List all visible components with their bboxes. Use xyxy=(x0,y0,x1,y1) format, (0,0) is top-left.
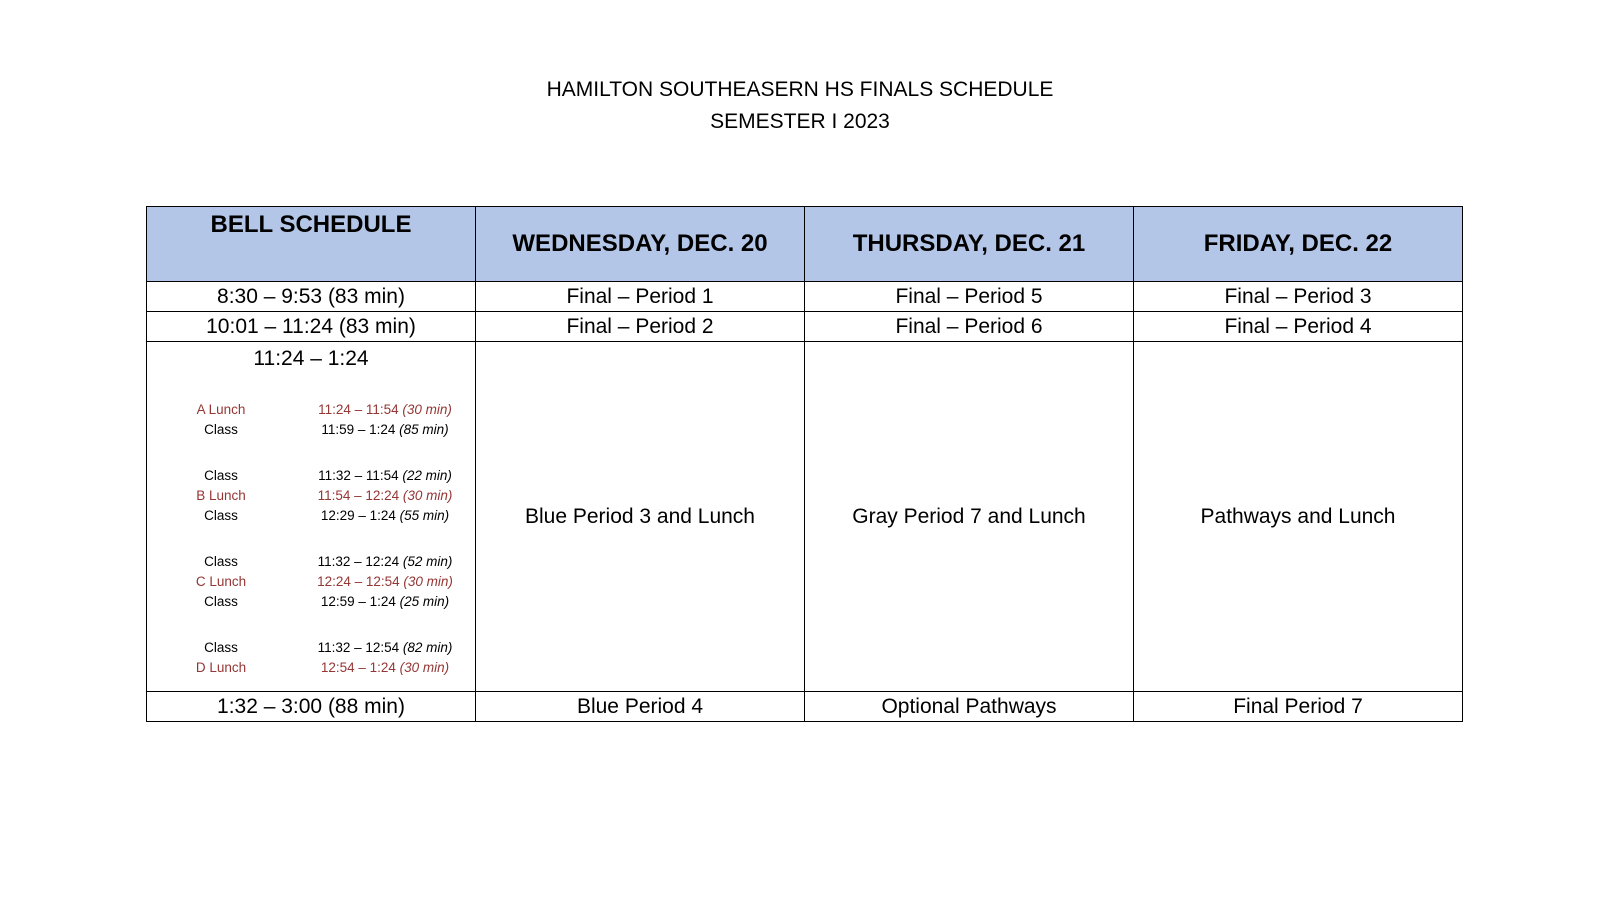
period-time xyxy=(295,466,475,486)
period-time-range: 12:59 – 1:24 xyxy=(320,594,396,609)
period-time-range: 12:24 – 12:54 xyxy=(317,574,400,589)
class-period-line xyxy=(147,552,475,572)
period-time xyxy=(295,486,475,506)
header-row xyxy=(147,207,1463,282)
class-period-line xyxy=(147,420,475,440)
period-time-range: 11:32 – 12:24 xyxy=(317,554,400,569)
thursday-cell: Gray Period 7 and Lunch xyxy=(805,342,1134,692)
period-label: Class xyxy=(204,640,238,655)
lunch-group xyxy=(147,466,475,526)
period-label: D Lunch xyxy=(195,660,247,675)
period-label: A Lunch xyxy=(196,402,246,417)
wednesday-cell: Blue Period 3 and Lunch xyxy=(476,342,805,692)
period-label: Class xyxy=(204,554,238,569)
class-period-line xyxy=(147,466,475,486)
bell-time-cell: 8:30 – 9:53 (83 min) xyxy=(147,282,476,312)
friday-cell: Pathways and Lunch xyxy=(1134,342,1463,692)
lunch-group xyxy=(147,638,475,678)
period-label: C Lunch xyxy=(195,574,247,589)
period-time xyxy=(295,658,475,678)
bell-time-cell: 10:01 – 11:24 (83 min) xyxy=(147,312,476,342)
period-time-range: 11:59 – 1:24 xyxy=(321,422,396,437)
title-line-2: SEMESTER I 2023 xyxy=(710,110,890,133)
period-time xyxy=(295,638,475,658)
title-line-1: HAMILTON SOUTHEASERN HS FINALS SCHEDULE xyxy=(546,78,1054,101)
column-header-bell-schedule: BELL SCHEDULE xyxy=(147,207,476,282)
lunch-block-row xyxy=(147,342,1463,692)
lunch-period-line xyxy=(147,572,475,592)
friday-cell: Final – Period 4 xyxy=(1134,312,1463,342)
friday-cell: Final Period 7 xyxy=(1134,692,1463,722)
period-label: Class xyxy=(204,508,238,523)
table-row xyxy=(147,312,1463,342)
wednesday-cell: Final – Period 1 xyxy=(476,282,805,312)
lunch-group xyxy=(147,552,475,612)
lunch-groups xyxy=(147,400,475,678)
finals-schedule-table xyxy=(146,206,1463,722)
friday-cell: Final – Period 3 xyxy=(1134,282,1463,312)
column-header-wednesday: WEDNESDAY, DEC. 20 xyxy=(476,207,805,282)
period-time xyxy=(295,592,475,612)
thursday-cell: Final – Period 6 xyxy=(805,312,1134,342)
wednesday-cell: Final – Period 2 xyxy=(476,312,805,342)
bell-time-cell: 1:32 – 3:00 (88 min) xyxy=(147,692,476,722)
column-header-thursday: THURSDAY, DEC. 21 xyxy=(805,207,1134,282)
period-duration: (30 min) xyxy=(403,574,453,589)
lunch-period-line xyxy=(147,486,475,506)
period-label: Class xyxy=(204,594,238,609)
wednesday-cell: Blue Period 4 xyxy=(476,692,805,722)
period-time xyxy=(295,552,475,572)
class-period-line xyxy=(147,506,475,526)
lunch-period-line xyxy=(147,400,475,420)
period-time xyxy=(295,420,475,440)
period-time-range: 11:54 – 12:24 xyxy=(317,488,400,503)
table-row xyxy=(147,692,1463,722)
document-title xyxy=(0,74,1600,138)
period-label: B Lunch xyxy=(196,488,246,503)
period-duration: (25 min) xyxy=(399,594,450,609)
period-label: Class xyxy=(204,422,238,437)
period-duration: (82 min) xyxy=(402,640,453,655)
period-duration: (30 min) xyxy=(399,660,450,675)
class-period-line xyxy=(147,592,475,612)
period-label: Class xyxy=(204,468,238,483)
period-time-range: 12:54 – 1:24 xyxy=(320,660,396,675)
period-time-range: 12:29 – 1:24 xyxy=(320,508,396,523)
period-duration: (30 min) xyxy=(402,488,453,503)
lunch-block-range: 11:24 – 1:24 xyxy=(253,347,369,370)
thursday-cell: Final – Period 5 xyxy=(805,282,1134,312)
bell-lunch-cell xyxy=(147,342,476,692)
class-period-line xyxy=(147,638,475,658)
period-time xyxy=(295,572,475,592)
period-time-range: 11:32 – 11:54 xyxy=(318,468,399,483)
table-row xyxy=(147,282,1463,312)
period-time xyxy=(295,400,475,420)
period-time-range: 11:24 – 11:54 xyxy=(318,402,399,417)
period-duration: (55 min) xyxy=(399,508,450,523)
period-duration: (30 min) xyxy=(402,402,452,417)
lunch-period-line xyxy=(147,658,475,678)
period-time xyxy=(295,506,475,526)
period-time-range: 11:32 – 12:54 xyxy=(317,640,400,655)
thursday-cell: Optional Pathways xyxy=(805,692,1134,722)
column-header-friday: FRIDAY, DEC. 22 xyxy=(1134,207,1463,282)
period-duration: (52 min) xyxy=(402,554,453,569)
lunch-group xyxy=(147,400,475,440)
period-duration: (85 min) xyxy=(399,422,449,437)
period-duration: (22 min) xyxy=(402,468,452,483)
